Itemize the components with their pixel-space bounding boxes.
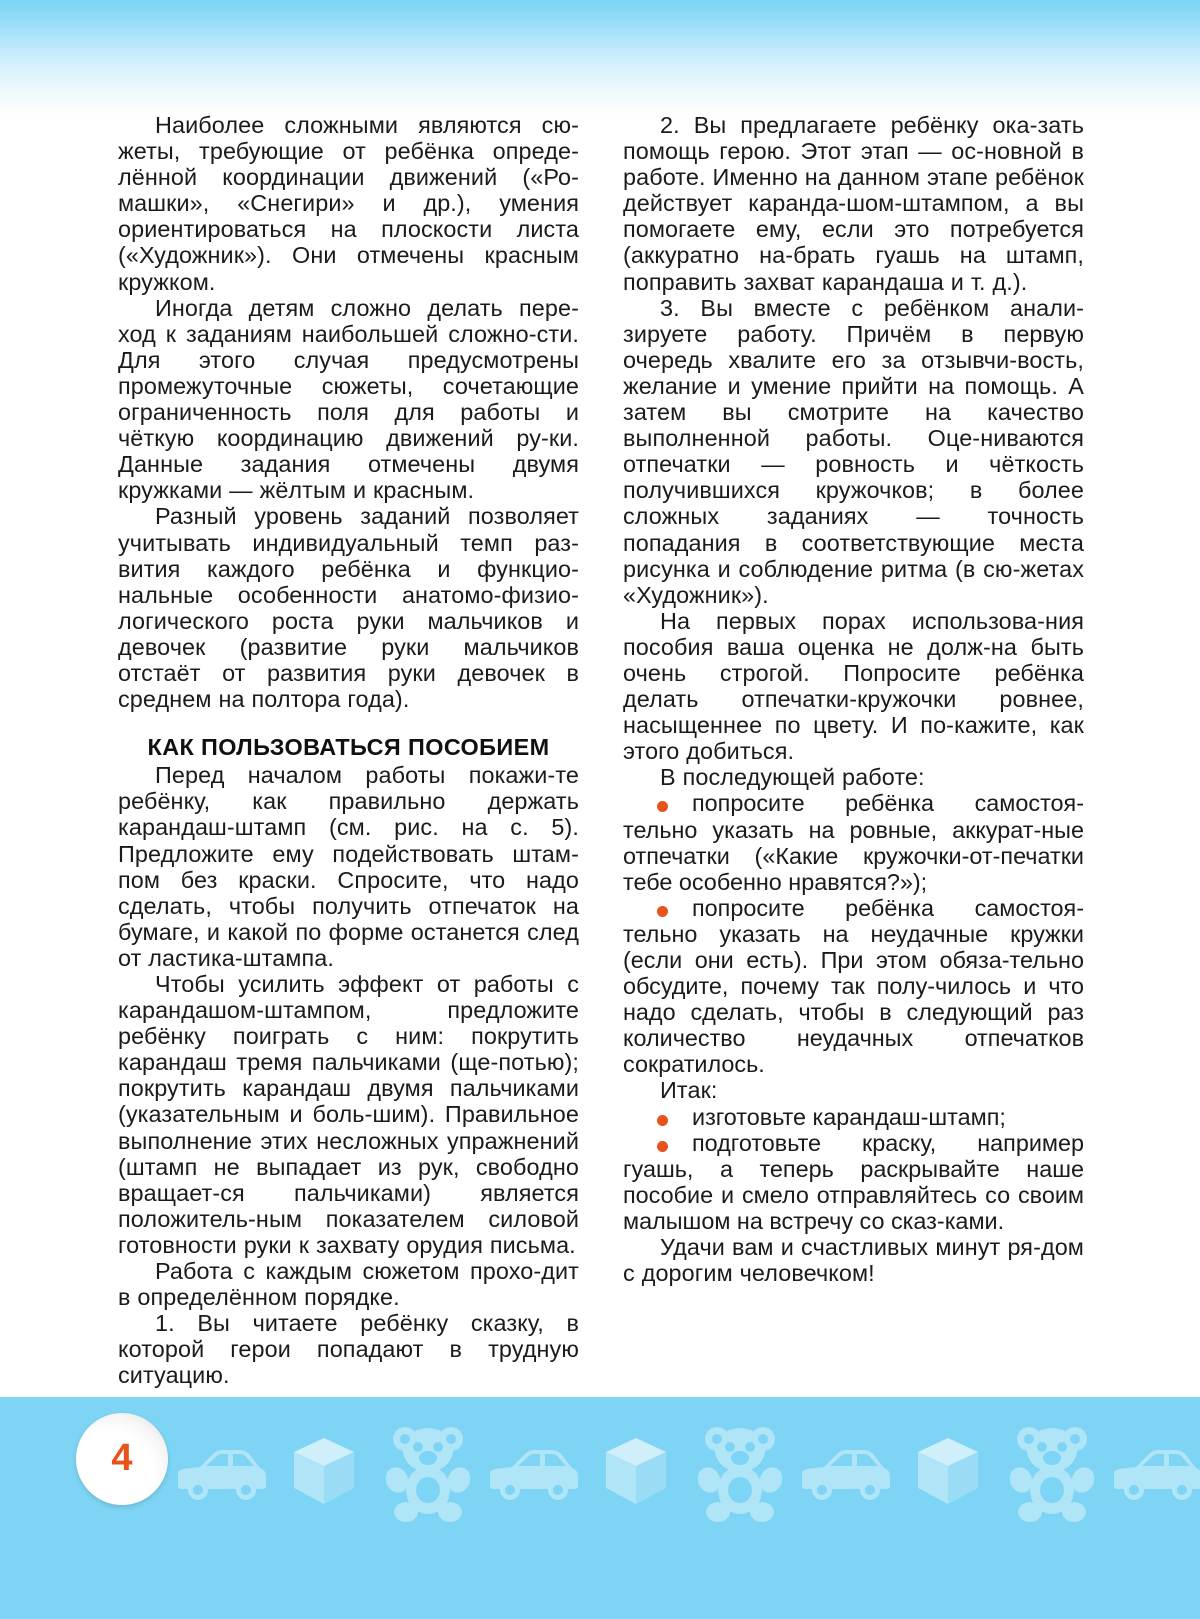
list-item-label: попросите ребёнка самостоя-тельно указать на ровные, аккурат-ные отпечатки («Какие кружочки-от-печатки тебе особенно нравятся?»); [623, 790, 1084, 895]
paragraph: Чтобы усилить эффект от работы с карандашом-штампом, предложите ребёнку поиграть с ним: покрутить карандаш тремя пальчиками (ще-потью); покрутить карандаш двумя пальчиками (указательным и боль-шим). Правильное выполнение этих несложных упражнений (штамп не выпадает из рук, свободно вращает-ся пальчиками) является положитель-ным показателем силовой готовности руки к захвату орудия письма. [118, 971, 579, 1258]
teddy-bear-icon [688, 1416, 792, 1528]
numbered-step-paragraph: 3. Вы вместе с ребёнком анали-зируете работу. Причём в первую очередь хвалите его за отзывчи-вость, желание и умение прийти на помощь. А затем вы смотрите на качество выполненной работы. Оце-ниваются отпечатки — ровность и чёткость получившихся кружочков; в более сложных заданиях — точность попадания в соответствующие места рисунка и соблюдение ритма (в сю-жетах «Художник»). [623, 294, 1084, 608]
bullet-list-subsequent-work [623, 790, 1084, 1077]
page-number-badge [76, 1413, 168, 1505]
bullet-dot-icon [657, 1115, 668, 1126]
top-sky-gradient-band [0, 0, 1200, 118]
list-item [623, 1104, 1084, 1130]
closing-paragraph: Удачи вам и счастливых минут ря-дом с дорогим человечком! [623, 1234, 1084, 1287]
list-item-label: изготовьте карандаш-штамп; [692, 1103, 1006, 1130]
list-item [623, 1130, 1084, 1234]
list-intro-subsequent-work: В последующей работе: [660, 764, 925, 791]
list-item [623, 790, 1084, 894]
page-number: 4 [111, 1437, 133, 1479]
page-content-columns [118, 112, 1084, 1392]
teddy-bear-icon [1000, 1416, 1104, 1528]
cube-icon [272, 1416, 376, 1528]
right-text-column [623, 112, 1084, 1392]
paragraph: Разный уровень заданий позволяет учитывать индивидуальный темп раз-вития каждого ребёнка и функцио-нальные особенности анатомо-физио-логического роста руки мальчиков и девочек (развитие руки мальчиков отстаёт от развития руки девочек в среднем на полтора года). [118, 503, 579, 713]
list-item-label: попросите ребёнка самостоя-тельно указать на неудачные кружки (если они есть). При этом обяза-тельно обсудите, почему так полу-чилось и что надо сделать, чтобы в следующий раз количество неудачных отпечатков сократилось. [623, 894, 1084, 1078]
paragraph: На первых порах использова-ния пособия ваша оценка не долж-на быть очень строгой. Попросите ребёнка делать отпечатки-кружочки ровнее, насыщеннее по цвету. И по-кажите, как этого добиться. [623, 607, 1084, 765]
cube-icon [896, 1416, 1000, 1528]
list-item [623, 895, 1084, 1078]
bullet-dot-icon [657, 906, 668, 917]
paragraph: Наиболее сложными являются сю-жеты, требующие от ребёнка опреде-лённой координации движений («Ро-машки», «Снегири» и др.), умения ориентироваться на плоскости листа («Художник»). Они отмечены красным кружком. [118, 112, 579, 295]
bullet-list-itak [623, 1104, 1084, 1234]
bullet-dot-icon [657, 1141, 668, 1152]
car-icon [480, 1416, 584, 1528]
left-text-column [118, 112, 579, 1392]
paragraph: Перед началом работы покажи-те ребёнку, как правильно держать карандаш-штамп (см. рис. на с. 5). Предложите ему подействовать штам-пом без краски. Спросите, что надо сделать, чтобы получить отпечаток на бумаге, и какой по форме останется след от ластика-штампа. [118, 762, 579, 971]
car-icon [1104, 1416, 1200, 1528]
footer-toy-pattern [0, 1407, 1200, 1537]
paragraph: Иногда детям сложно делать пере-ход к заданиям наибольшей сложно-сти. Для этого случая предусмотрены промежуточные сюжеты, сочетающие ограниченность поля для работы и чёткую координацию движений ру-ки. Данные задания отмечены двумя кружками — жёлтым и красным. [118, 294, 579, 504]
list-intro-itak: Итак: [660, 1077, 718, 1104]
paragraph: Работа с каждым сюжетом прохо-дит в определённом порядке. [118, 1258, 579, 1311]
list-item-label: подготовьте краску, например гуашь, а теперь раскрывайте наше пособие и смело отправляйтесь со своим малышом на встречу со сказ-ками. [623, 1129, 1084, 1234]
footer-decorative-band [0, 1397, 1200, 1619]
teddy-bear-icon [376, 1416, 480, 1528]
car-icon [792, 1416, 896, 1528]
numbered-step-paragraph: 2. Вы предлагаете ребёнку ока-зать помощь герою. Этот этап — ос-новной в работе. Именно на данном этапе ребёнок действует каранда-шом-штампом, а вы помогаете ему, если это потребуется (аккуратно на-брать гуашь на штамп, поправить захват карандаша и т. д.). [623, 112, 1084, 295]
cube-icon [584, 1416, 688, 1528]
bullet-dot-icon [657, 801, 668, 812]
car-icon [168, 1416, 272, 1528]
section-heading: КАК ПОЛЬЗОВАТЬСЯ ПОСОБИЕМ [147, 734, 550, 761]
numbered-step-paragraph: 1. Вы читаете ребёнку сказку, в которой герои попадают в трудную ситуацию. [118, 1310, 579, 1389]
